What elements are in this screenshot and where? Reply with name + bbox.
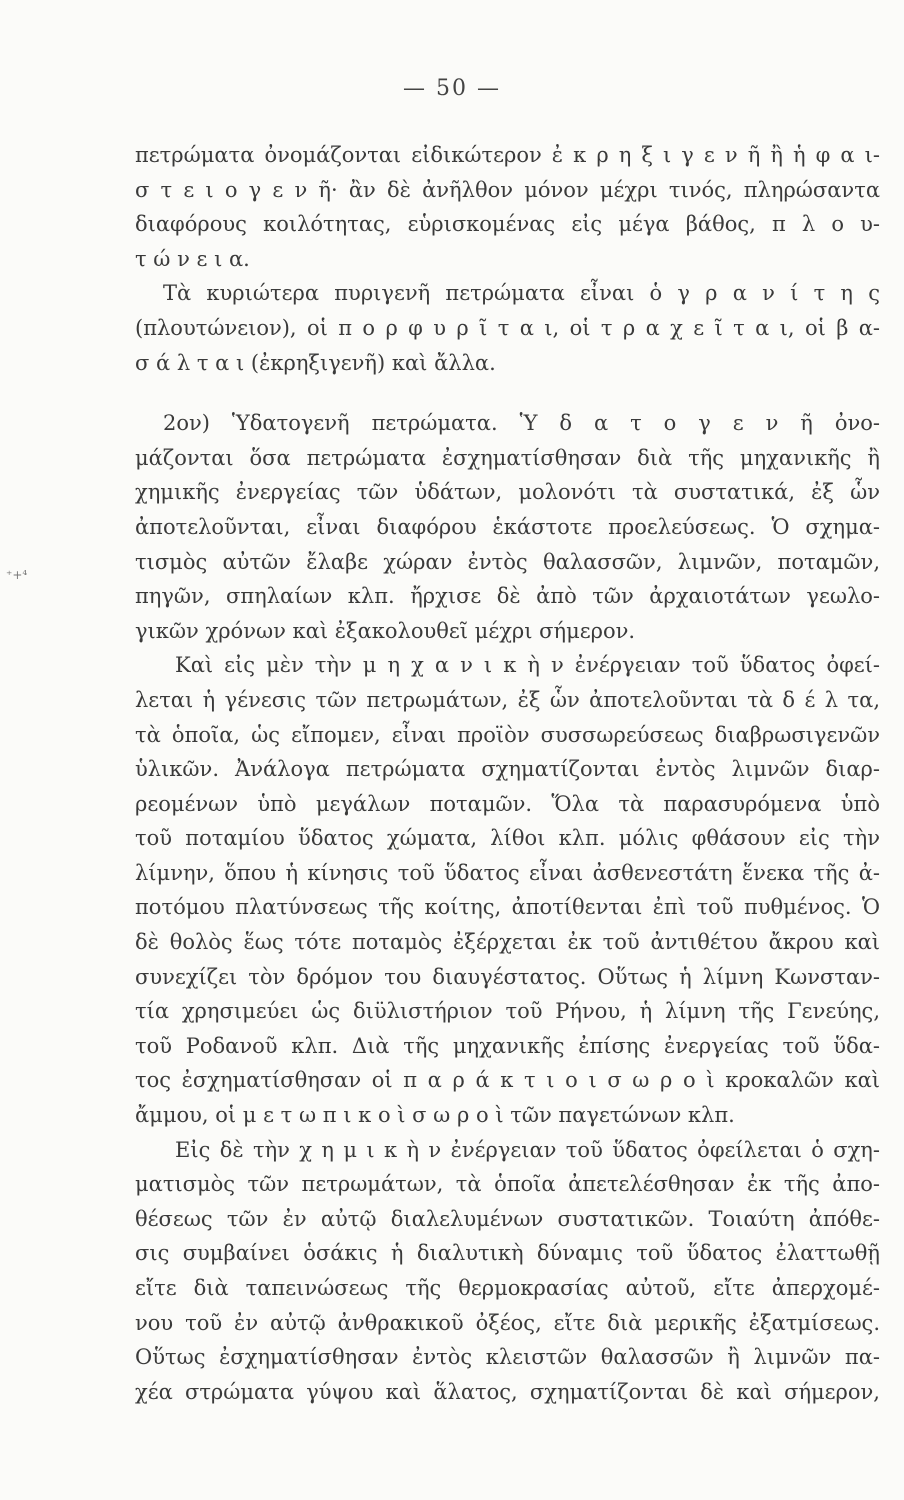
text-line: τος ἐσχηματίσθησαν οἱ π α ρ ά κ τ ι ο ι σ ω ρ ο ὶ κροκαλῶν καὶ bbox=[135, 1068, 880, 1093]
paragraph bbox=[135, 406, 880, 441]
text-line: θέσεως τῶν ἐν αὐτῷ διαλελυμένων συστατικῶν. Τοιαύτη ἀπόθε- bbox=[135, 1206, 880, 1231]
text-line: συνεχίζει τὸν δρόμον του διαυγέστατος. Οὕτως ἡ λίμνη Κωνσταν- bbox=[135, 964, 880, 989]
margin-mark: ⁺+⁴ bbox=[6, 568, 28, 582]
text-line: τισμὸς αὐτῶν ἔλαβε χώραν ἐντὸς θαλασσῶν, λιμνῶν, ποταμῶν, bbox=[135, 549, 880, 574]
page-number: — 50 — bbox=[403, 76, 501, 101]
text-line: πετρώματα ὀνομάζονται εἰδικώτερον ἐ κ ρ η ξ ι γ ε ν ῆ ἢ ἡ φ α ι- bbox=[135, 143, 880, 167]
text-line: (πλουτώνειον), οἱ π ο ρ φ υ ρ ῖ τ α ι, οἱ τ ρ α χ ε ῖ τ α ι, οἱ β α- bbox=[135, 315, 880, 340]
paragraph-continuation bbox=[135, 441, 880, 649]
text-line: μάζονται ὅσα πετρώματα ἐσχηματίσθησαν διὰ τῆς μηχανικῆς ἢ bbox=[135, 445, 880, 470]
text-line: λίμνην, ὅπου ἡ κίνησις τοῦ ὕδατος εἶναι ἀσθενεστάτη ἕνεκα τῆς ἀ- bbox=[135, 860, 880, 885]
text-line: Οὕτως ἐσχηματίσθησαν ἐντὸς κλειστῶν θαλασσῶν ἢ λιμνῶν πα- bbox=[135, 1345, 880, 1370]
paragraph-continuation bbox=[135, 1167, 880, 1409]
text-line: ἀποτελοῦνται, εἶναι διαφόρου ἑκάστοτε προελεύσεως. Ὁ σχημα- bbox=[135, 514, 880, 539]
text-line: πηγῶν, σπηλαίων κλπ. ἤρχισε δὲ ἀπὸ τῶν ἀρχαιοτάτων γεωλο- bbox=[135, 584, 880, 609]
text-line: γικῶν χρόνων καὶ ἐξακολουθεῖ μέχρι σήμερον. bbox=[135, 618, 636, 643]
text-line: εἴτε διὰ ταπεινώσεως τῆς θερμοκρασίας αὐτοῦ, εἴτε ἀπερχομέ- bbox=[135, 1276, 880, 1300]
text-line: Εἰς δὲ τὴν χ η μ ι κ ὴ ν ἐνέργειαν τοῦ ὕδατος ὀφείλεται ὁ σχη- bbox=[175, 1137, 880, 1162]
text-line: νου τοῦ ἐν αὐτῷ ἀνθρακικοῦ ὀξέος, εἴτε διὰ μερικῆς ἐξατμίσεως. bbox=[135, 1310, 880, 1335]
paragraph bbox=[135, 1133, 880, 1168]
text-line: Καὶ εἰς μὲν τὴν μ η χ α ν ι κ ὴ ν ἐνέργειαν τοῦ ὕδατος ὀφεί- bbox=[175, 653, 880, 678]
paragraph-continuation bbox=[135, 311, 880, 380]
text-line: χημικῆς ἐνεργείας τῶν ὑδάτων, μολονότι τὰ συστατικά, ἐξ ὧν bbox=[135, 480, 880, 505]
text-line: σις συμβαίνει ὁσάκις ἡ διαλυτικὴ δύναμις τοῦ ὕδατος ἐλαττωθῇ bbox=[135, 1241, 880, 1266]
text-line: χέα στρώματα γύψου καὶ ἅλατος, σχηματίζονται δὲ καὶ σήμερον, bbox=[135, 1379, 880, 1404]
text-line: τία χρησιμεύει ὡς διϋλιστήριον τοῦ Ρήνου, ἡ λίμνη τῆς Γενεύης, bbox=[135, 999, 880, 1024]
text-line: Τὰ κυριώτερα πυριγενῆ πετρώματα εἶναι ὁ γ ρ α ν ί τ η ς bbox=[163, 281, 880, 306]
text-line: τ ώ ν ε ι α. bbox=[135, 246, 250, 271]
text-line: σ τ ε ι ο γ ε ν ῆ· ἂν δὲ ἀνῆλθον μόνον μέχρι τινός, πληρώσαντα bbox=[135, 177, 880, 202]
paragraph bbox=[135, 138, 880, 276]
text-line: ποτόμου πλατύνσεως τῆς κοίτης, ἀποτίθενται ἐπὶ τοῦ πυθμένος. Ὁ bbox=[135, 895, 880, 920]
text-line: τοῦ Ροδανοῦ κλπ. Διὰ τῆς μηχανικῆς ἐπίσης ἐνεργείας τοῦ ὕδα- bbox=[135, 1033, 880, 1058]
paragraph bbox=[135, 276, 880, 311]
text-line: σ ά λ τ α ι (ἐκρηξιγενῆ) καὶ ἄλλα. bbox=[135, 350, 496, 375]
paragraph bbox=[135, 648, 880, 683]
text-line: ὑλικῶν. Ἀνάλογα πετρώματα σχηματίζονται ἐντὸς λιμνῶν διαρ- bbox=[135, 757, 880, 782]
text-line: τὰ ὁποῖα, ὡς εἴπομεν, εἶναι προϊὸν συσσωρεύσεως διαβρωσιγενῶν bbox=[135, 722, 880, 747]
paragraph-continuation bbox=[135, 683, 880, 1133]
text-line: ρεομένων ὑπὸ μεγάλων ποταμῶν. Ὅλα τὰ παρασυρόμενα ὑπὸ bbox=[135, 791, 880, 816]
text-line: ἄμμου, οἱ μ ε τ ω π ι κ ο ὶ σ ω ρ ο ὶ τῶν παγετώνων κλπ. bbox=[135, 1103, 735, 1128]
text-line: ματισμὸς τῶν πετρωμάτων, τὰ ὁποῖα ἀπετελέσθησαν ἐκ τῆς ἀπο- bbox=[135, 1172, 880, 1197]
section-heading-line: 2ον) Ὑδατογενῆ πετρώματα. Ὑ δ α τ ο γ ε ν ῆ ὀνο- bbox=[163, 411, 880, 436]
text-line: διαφόρους κοιλότητας, εὑρισκομένας εἰς μέγα βάθος, π λ ο υ- bbox=[135, 212, 880, 237]
text-line: τοῦ ποταμίου ὕδατος χώματα, λίθοι κλπ. μόλις φθάσουν εἰς τὴν bbox=[135, 826, 880, 851]
body-text bbox=[135, 138, 880, 1409]
text-line: λεται ἡ γένεσις τῶν πετρωμάτων, ἐξ ὧν ἀποτελοῦνται τὰ δ έ λ τα, bbox=[135, 687, 880, 712]
text-line: δὲ θολὸς ἕως τότε ποταμὸς ἐξέρχεται ἐκ τοῦ ἀντιθέτου ἄκρου καὶ bbox=[135, 930, 880, 955]
